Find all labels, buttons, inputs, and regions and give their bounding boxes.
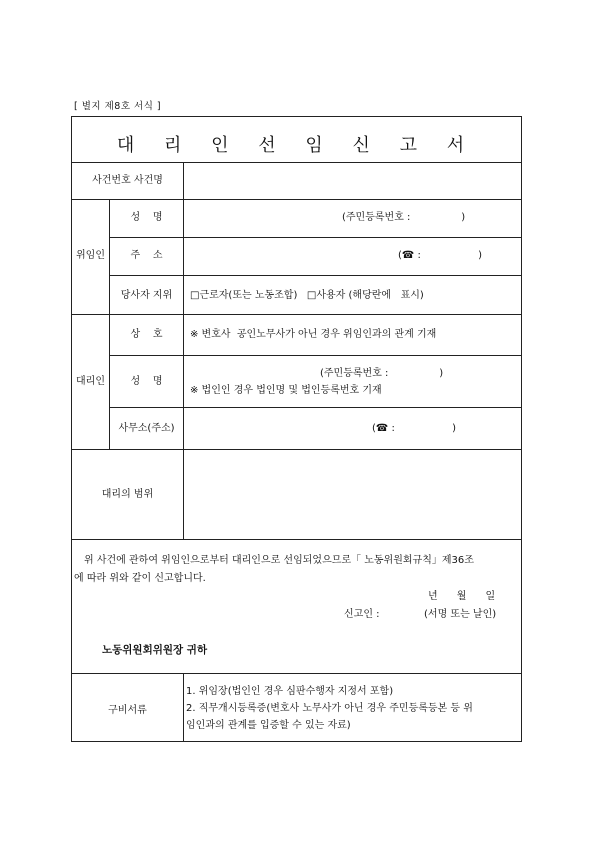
divider-case — [72, 199, 521, 200]
documents-item-2: 2. 직무개시등록증(변호사 노무사가 아닌 경우 주민등록등본 등 위 — [186, 703, 473, 714]
documents-item-1: 1. 위임장(법인인 경우 심판수행자 지정서 포함) — [186, 686, 394, 697]
declaration-line-1: 위 사건에 관하여 위임인으로부터 대리인으로 선임되었으므로「 노동위원회규칙」제36조 — [84, 555, 474, 566]
divider-principal-name — [109, 237, 521, 238]
divider-principal-address — [109, 275, 521, 276]
principal-status-label: 당사자 지위 — [120, 290, 173, 301]
case-label: 사건번호 사건명 — [92, 175, 163, 186]
case-field[interactable] — [185, 167, 519, 195]
divider-declaration — [72, 673, 521, 674]
agent-group-label: 대리인 — [76, 376, 105, 387]
agent-trade-label: 상 호 — [130, 329, 163, 340]
agent-trade-note: ※ 변호사 공인노무사가 아닌 경우 위임인과의 관계 기재 — [190, 329, 437, 340]
scope-label: 대리의 범위 — [101, 489, 154, 500]
documents-item-2-continued: 임인과의 관계를 입증할 수 있는 자료) — [186, 720, 351, 731]
form-number-label: [ 별지 제8호 서식 ] — [74, 101, 162, 112]
declaration-addressee: 노동위원회위원장 귀하 — [102, 644, 208, 656]
agent-name-field[interactable]: (주민등록번호 : ) — [320, 368, 444, 379]
declaration-reporter[interactable]: 신고인 : (서명 또는 날인) — [344, 609, 497, 620]
divider-label-column — [183, 162, 184, 539]
principal-name-field[interactable]: (주민등록번호 : ) — [342, 212, 466, 223]
declaration-date[interactable]: 년 월 일 — [428, 591, 496, 602]
scope-field[interactable] — [185, 453, 519, 535]
appointment-report-form — [71, 116, 522, 742]
divider-documents-column — [183, 673, 184, 741]
principal-address-label: 주 소 — [130, 250, 163, 261]
declaration-line-2: 에 따라 위와 같이 신고합니다. — [74, 573, 206, 584]
divider-scope — [72, 539, 521, 540]
divider-agent-trade — [109, 355, 521, 356]
agent-name-note: ※ 법인인 경우 법인명 및 법인등록번호 기재 — [190, 385, 382, 396]
agent-office-field[interactable]: (☎ : ) — [372, 423, 457, 434]
divider-agent-name — [109, 407, 521, 408]
documents-label: 구비서류 — [108, 705, 147, 716]
divider-principal — [72, 314, 521, 315]
agent-name-label: 성 명 — [130, 376, 163, 387]
principal-address-field[interactable]: (☎ : ) — [398, 250, 483, 261]
principal-status-options[interactable]: □근로자(또는 노동조합) □사용자 (해당란에 표시) — [190, 290, 424, 301]
principal-name-label: 성 명 — [130, 212, 163, 223]
divider-group-column — [109, 199, 110, 449]
principal-group-label: 위임인 — [76, 250, 105, 261]
divider-agent — [72, 449, 521, 450]
divider-title — [72, 162, 521, 163]
form-title: 대 리 인 선 임 신 고 서 — [116, 135, 477, 156]
agent-office-label: 사무소(주소) — [118, 423, 175, 434]
